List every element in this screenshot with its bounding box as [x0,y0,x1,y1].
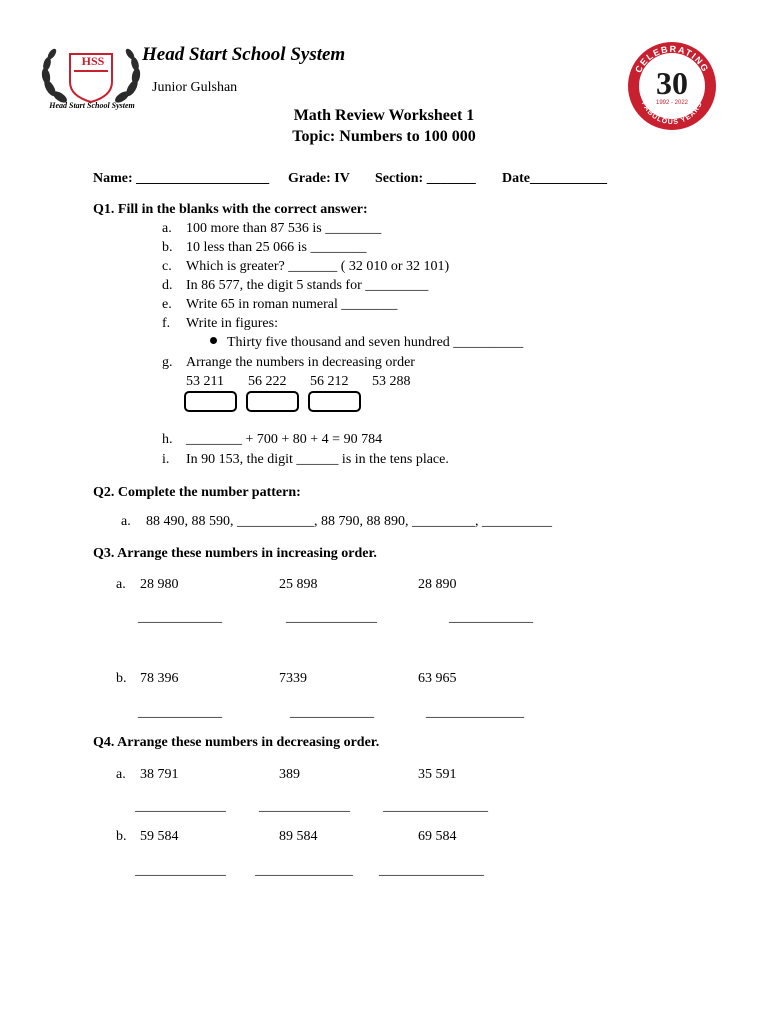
q1-item-text[interactable]: ________ + 700 + 80 + 4 = 90 784 [186,432,383,447]
answer-box[interactable] [308,391,361,412]
q1-bullet-row[interactable] [210,335,523,351]
badge-years: 1992 - 2022 [655,100,689,106]
q3-answer-blank[interactable]: _____________ [286,610,377,625]
q3-number: 28 980 [140,577,179,592]
q4-row-label: a. [116,767,126,782]
q2-pattern[interactable]: 88 490, 88 590, ___________, 88 790, 88 890, _________, __________ [146,514,552,529]
q3-number: 25 898 [279,577,318,592]
q4-number: 389 [279,767,300,782]
q3-answer-blank[interactable]: ____________ [290,705,374,720]
badge-arc-bottom: FABULOUS YEARS [639,100,705,127]
bullet-icon [210,337,217,344]
q3-answer-blank[interactable]: ____________ [138,705,222,720]
q1-item-label: c. [162,259,172,274]
q4-answer-blank[interactable]: _______________ [383,799,488,814]
q4-number: 69 584 [418,829,457,844]
logo-caption: Head Start School System [49,101,135,110]
q3-answer-blank[interactable]: ______________ [426,705,524,720]
q4-row-label: b. [116,829,127,844]
q1-item-label: b. [162,240,173,255]
q2-heading: Q2. Complete the number pattern: [93,485,301,500]
name-field[interactable]: Name: ___________________ [93,171,270,186]
q4-heading: Q4. Arrange these numbers in decreasing order. [93,735,380,750]
q1-item-text: Arrange the numbers in decreasing order [186,355,415,370]
q3-heading: Q3. Arrange these numbers in increasing order. [93,546,377,561]
g-number: 56 212 [310,374,349,389]
q1-item-text[interactable]: Which is greater? _______ ( 32 010 or 32 101) [186,259,450,274]
q4-number: 35 591 [418,767,457,782]
q1-item-label: i. [162,452,170,467]
q4-answer-blank[interactable]: _____________ [135,799,226,814]
campus-name: Junior Gulshan [152,80,238,95]
q3-answer-blank[interactable]: ____________ [449,610,533,625]
q1-item-text[interactable]: 10 less than 25 066 is ________ [186,240,367,255]
q1-item-text[interactable]: 100 more than 87 536 is ________ [186,221,382,236]
worksheet-topic: Topic: Numbers to 100 000 [292,128,476,145]
answer-box[interactable] [184,391,237,412]
q4-answer-blank[interactable]: _____________ [135,863,226,878]
q4-number: 38 791 [140,767,179,782]
grade-field: Grade: IV [288,171,350,186]
q3-number: 7339 [279,671,307,686]
q1-item-text[interactable]: In 90 153, the digit ______ is in the tens place. [186,452,449,467]
q1-item-label: d. [162,278,173,293]
q1-item-text: Write in figures: [186,316,278,331]
logo-initials: HSS [81,54,105,68]
q1-item-text[interactable]: Write 65 in roman numeral ________ [186,297,398,312]
g-number: 56 222 [248,374,287,389]
q1-item-label: h. [162,432,173,447]
q1-heading: Q1. Fill in the blanks with the correct answer: [93,202,368,217]
date-field[interactable]: Date___________ [502,171,607,186]
q1-item-label: g. [162,355,173,370]
q4-answer-blank[interactable]: _____________ [259,799,350,814]
g-number: 53 211 [186,374,224,389]
answer-box[interactable] [246,391,299,412]
q1-item-label: f. [162,316,171,331]
q3-number: 78 396 [140,671,179,686]
q3-number: 63 965 [418,671,457,686]
school-name: Head Start School System [142,44,346,65]
g-number: 53 288 [372,374,411,389]
q3-answer-blank[interactable]: ____________ [138,610,222,625]
q1-item-label: e. [162,297,172,312]
badge-arc-top: CELEBRATING [633,43,711,75]
q4-number: 59 584 [140,829,179,844]
q4-answer-blank[interactable]: ______________ [255,863,353,878]
q2-label: a. [121,514,131,529]
q4-answer-blank[interactable]: _______________ [379,863,484,878]
q3-row-label: b. [116,671,127,686]
q1-item-text[interactable]: In 86 577, the digit 5 stands for _________ [186,278,429,293]
section-field[interactable]: Section: _______ [375,171,476,186]
worksheet-title: Math Review Worksheet 1 [293,107,475,124]
q4-number: 89 584 [279,829,318,844]
q1-item-label: a. [162,221,172,236]
q1-bullet-text[interactable]: Thirty five thousand and seven hundred __________ [227,335,524,350]
school-logo [36,40,148,116]
q3-number: 28 890 [418,577,457,592]
q3-row-label: a. [116,577,126,592]
badge-number: 30 [656,65,688,101]
